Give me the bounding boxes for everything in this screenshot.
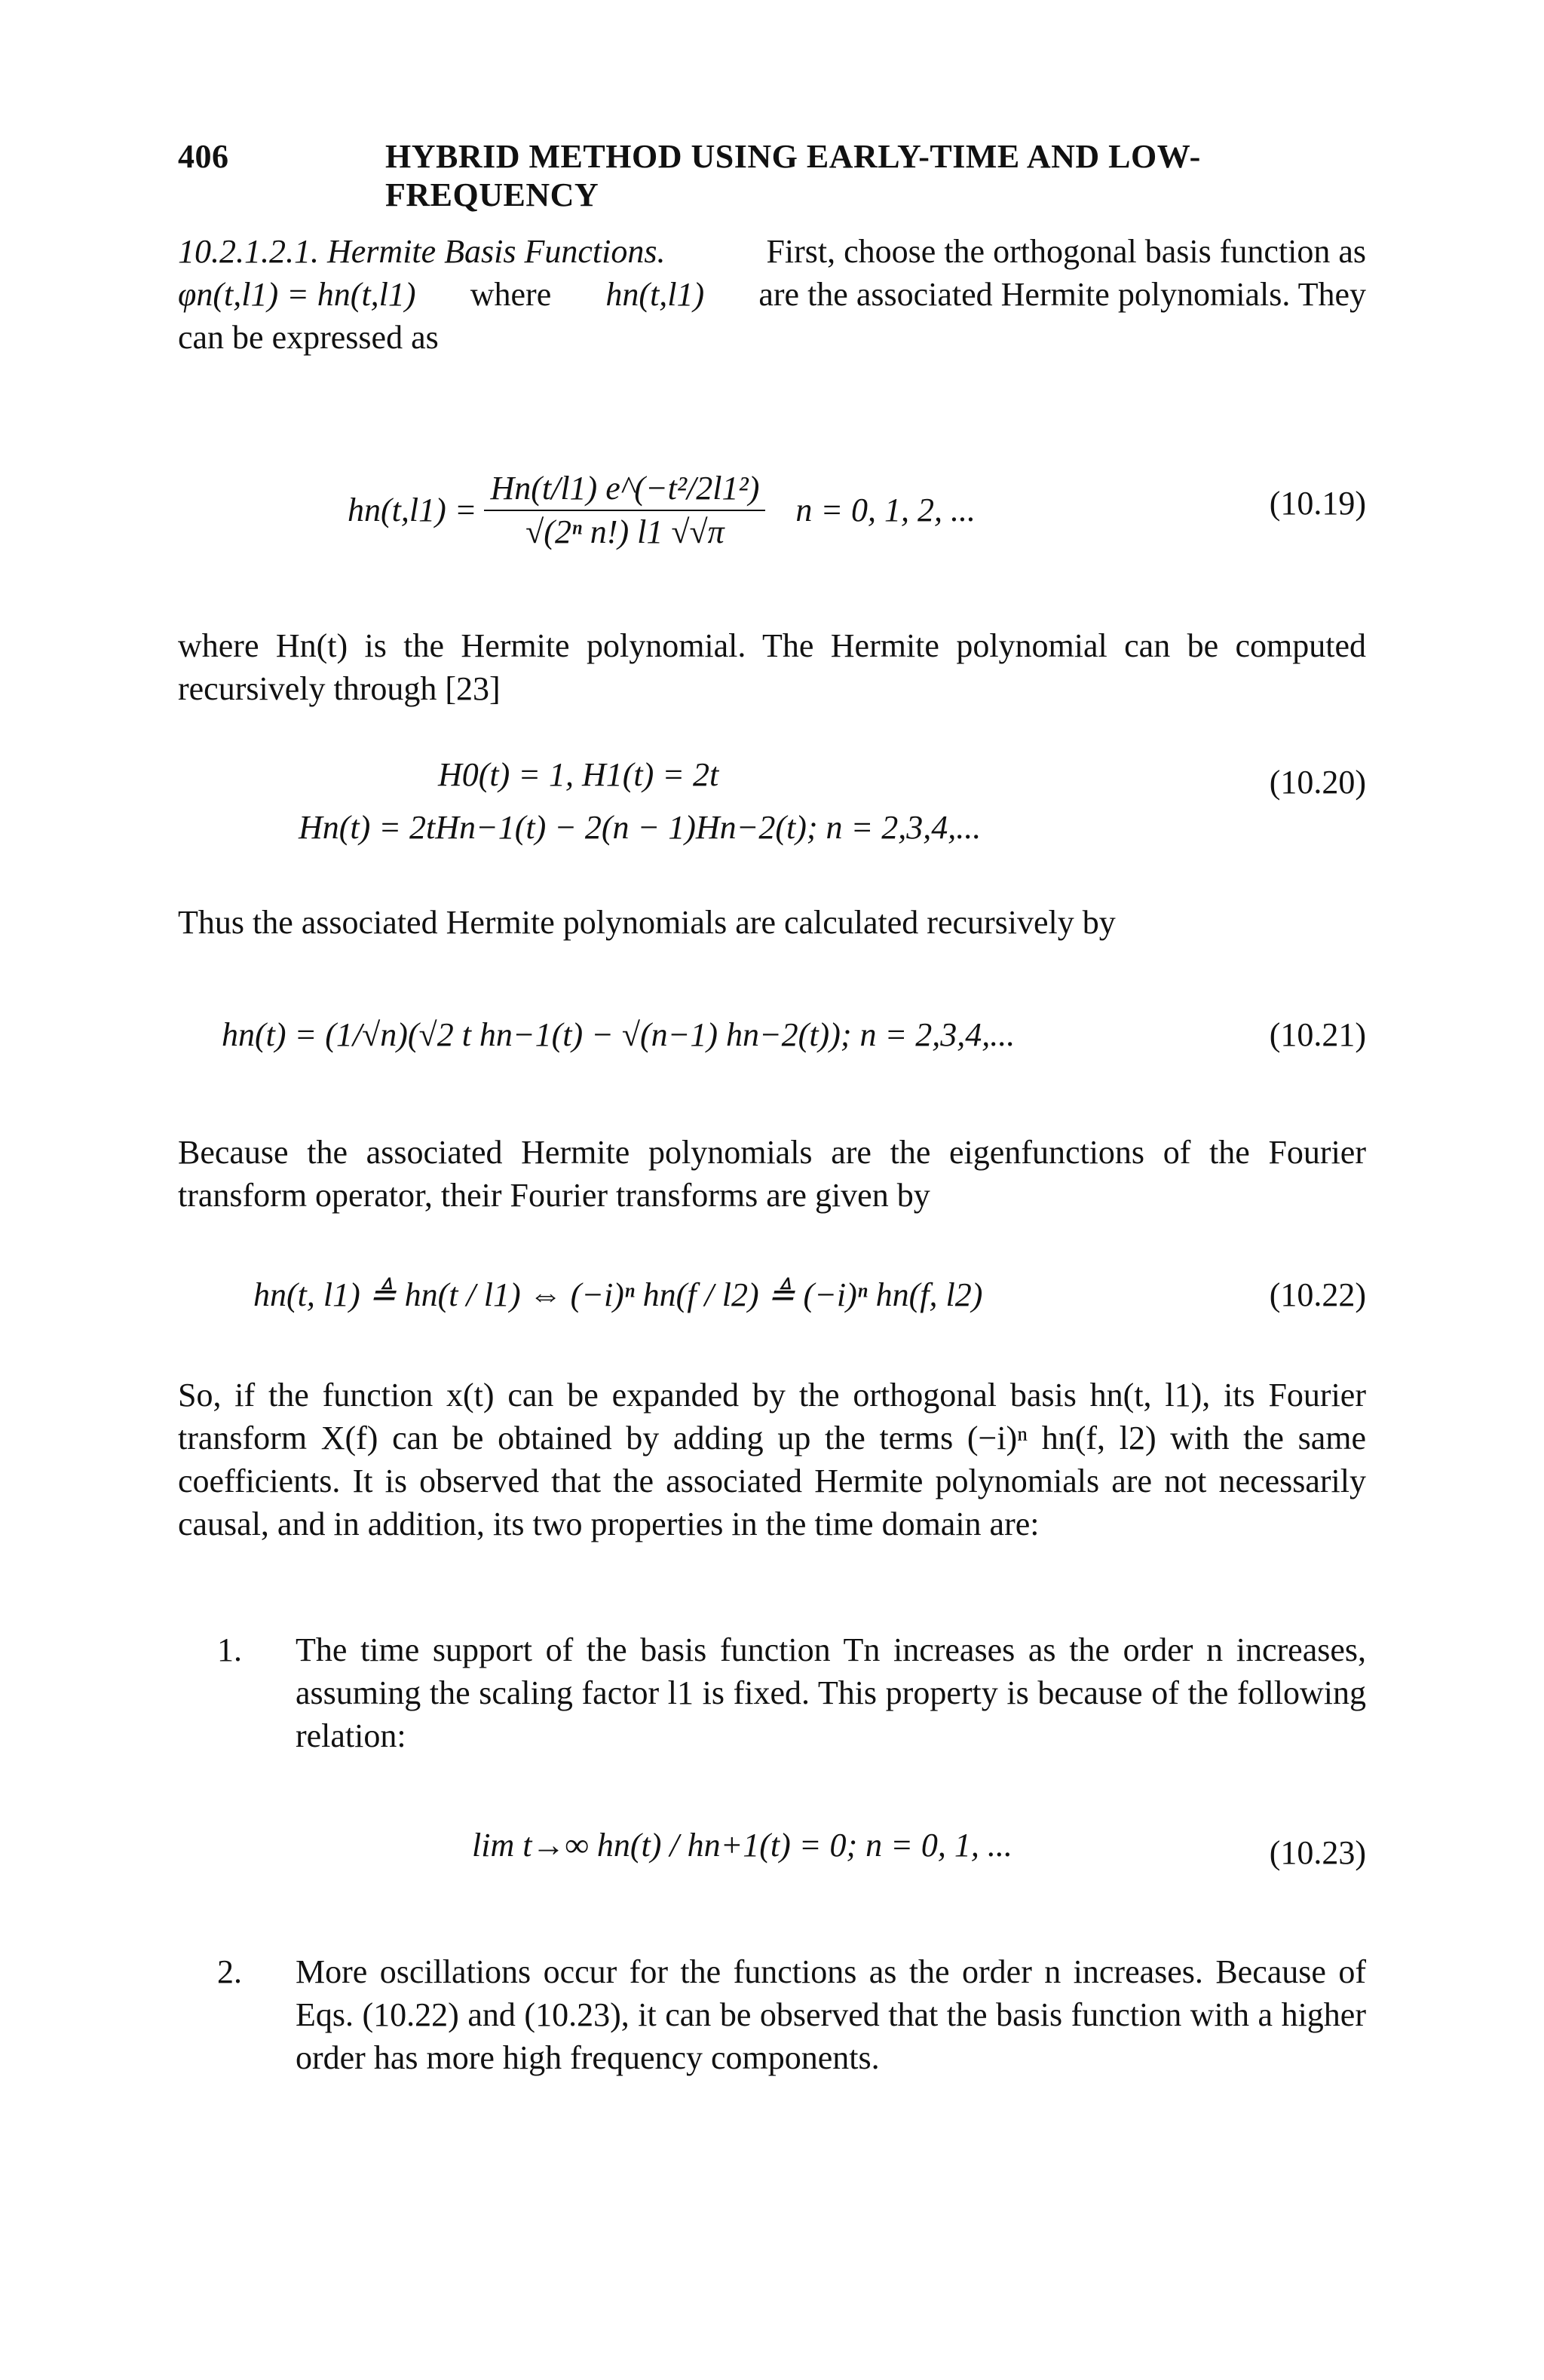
paragraph-so: So, if the function x(t) can be expanded by the orthogonal basis hn(t, l1), its Fourier transform X(f) can be obtained by adding up the terms (−i)ⁿ hn(f, l2) with the same coefficients. It is observed that the associated Hermite polynomials are not necessarily causal, and in addition, its two properties in the time domain are: <box>178 1377 1366 1542</box>
list-text-2: More oscillations occur for the functions as the order n increases. Because of Eqs. (10.22) and (10.23), it can be observed that the basis function with a higher order has more high frequency components. <box>296 1953 1366 2076</box>
eq-10-19-denominator: √(2ⁿ n!) l1 √√π <box>525 513 725 550</box>
equation-10-23 <box>178 1809 1366 1892</box>
paragraph-because: Because the associated Hermite polynomials are the eigenfunctions of the Fourier transform operator, their Fourier transforms are given by <box>178 1134 1366 1214</box>
list-text-1: The time support of the basis function Tn increases as the order n increases, assuming the scaling factor l1 is fixed. This property is because of the following relation: <box>296 1631 1366 1754</box>
eq-10-22-number: (10.22) <box>1269 1276 1366 1313</box>
paragraph-where: where Hn(t) is the Hermite polynomial. The Hermite polynomial can be computed recursively through [23] <box>178 627 1366 707</box>
equation-10-22 <box>178 1274 1366 1319</box>
eq-10-20-line-1: H0(t) = 1, H1(t) = 2t <box>438 756 719 793</box>
equation-10-21 <box>178 1014 1366 1074</box>
list-marker-2: 2. <box>217 1953 242 1990</box>
eq-10-21-body: hn(t) = (1/√n)(√2 t hn−1(t) − √(n−1) hn−2(t)); n = 2,3,4,... <box>222 1016 1016 1053</box>
intro-hn-symbol: hn(t,l1) <box>605 276 705 313</box>
eq-10-19-number: (10.19) <box>1269 485 1366 522</box>
eq-10-20-line-2: Hn(t) = 2tHn−1(t) − 2(n − 1)Hn−2(t); n = 2,3,4,... <box>299 809 982 846</box>
intro-line-3: can be expressed as <box>178 319 439 356</box>
equation-10-19 <box>178 422 1366 580</box>
eq-10-23-body: lim t→∞ hn(t) / hn+1(t) = 0; n = 0, 1, ... <box>472 1827 1012 1864</box>
section-intro <box>178 230 1366 359</box>
running-title: HYBRID METHOD USING EARLY-TIME AND LOW-FREQUENCY <box>385 138 1201 213</box>
eq-10-19-numerator: Hn(t/l1) e^(−t²/2l1²) <box>484 467 765 511</box>
eq-10-22-body: hn(t, l1) ≜ hn(t / l1) ⇔ (−i)ⁿ hn(f / l2) ≜ (−i)ⁿ hn(f, l2) <box>253 1276 983 1313</box>
list-marker-1: 1. <box>217 1631 242 1668</box>
eq-10-20-number: (10.20) <box>1269 764 1366 801</box>
intro-basis-definition: φn(t,l1) = hn(t,l1) <box>178 276 416 313</box>
page-number: 406 <box>178 138 229 175</box>
eq-10-19-condition: n = 0, 1, 2, ... <box>795 492 976 528</box>
section-number: 10.2.1.2.1. <box>178 233 319 270</box>
eq-10-19-lhs: hn(t,l1) = <box>348 492 477 528</box>
section-heading: Hermite Basis Functions. <box>327 233 666 270</box>
equation-10-20 <box>178 754 1366 852</box>
eq-10-19-fraction <box>484 467 765 553</box>
intro-line-2-end: are the associated Hermite polynomials. They <box>758 276 1366 313</box>
intro-where: where <box>470 276 552 313</box>
intro-line-1: First, choose the orthogonal basis function as <box>766 233 1366 270</box>
eq-10-23-number: (10.23) <box>1269 1834 1366 1871</box>
paragraph-thus: Thus the associated Hermite polynomials are calculated recursively by <box>178 904 1116 941</box>
eq-10-21-number: (10.21) <box>1269 1016 1366 1053</box>
